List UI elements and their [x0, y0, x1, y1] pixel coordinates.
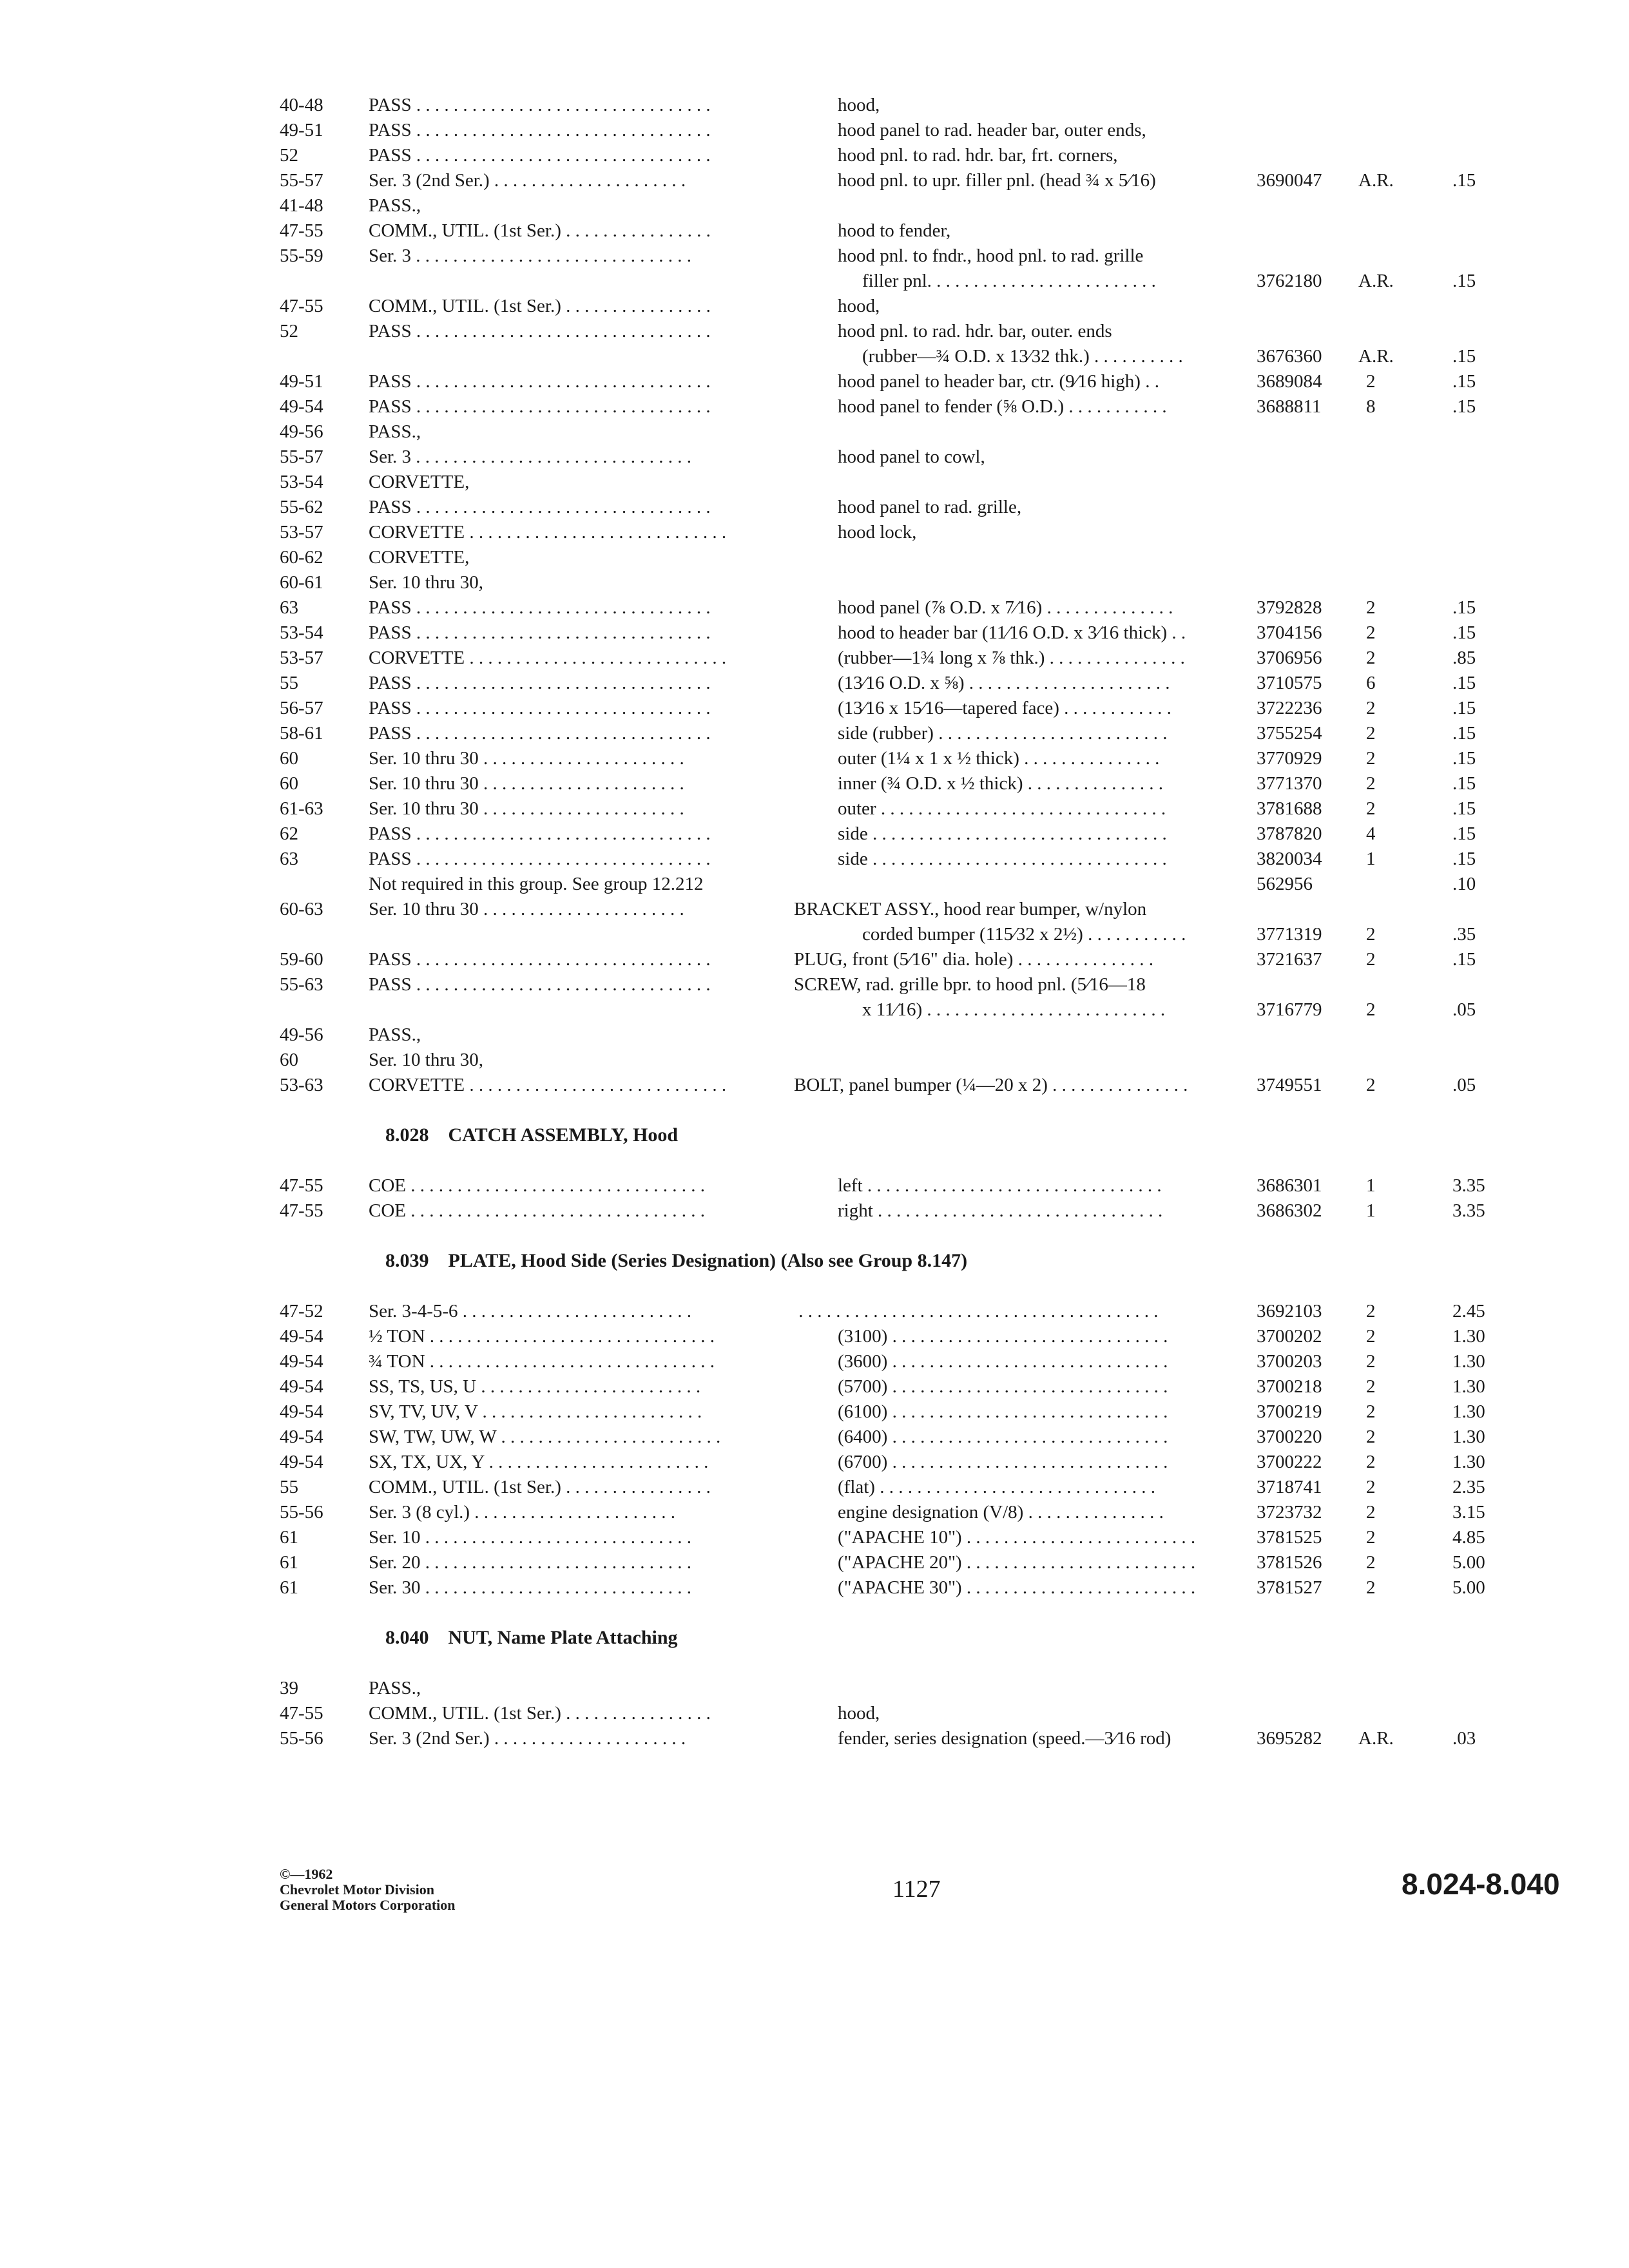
row-description: side . . . . . . . . . . . . . . . . . . . . . . . . . . . . . . . . [838, 823, 1167, 844]
row-years: 55-57 [280, 170, 323, 191]
row-description: hood to fender, [838, 220, 951, 241]
row-application: CORVETTE . . . . . . . . . . . . . . . . . . . . . . . . . . . . [369, 522, 727, 543]
row-quantity: 2 [1366, 798, 1376, 819]
row-quantity: A.R. [1358, 346, 1394, 367]
row-quantity: 2 [1366, 698, 1376, 718]
row-price: .85 [1452, 648, 1476, 668]
row-description: side (rubber) . . . . . . . . . . . . . . . . . . . . . . . . . [838, 723, 1168, 744]
row-description: x 11⁄16) . . . . . . . . . . . . . . . . . . . . . . . . . . [862, 999, 1166, 1020]
row-years: 55 [280, 1477, 298, 1497]
row-price: 1.30 [1452, 1376, 1485, 1397]
section-number: 8.039 [385, 1250, 429, 1271]
section-title: CATCH ASSEMBLY, Hood [448, 1124, 679, 1146]
row-years: 59-60 [280, 949, 323, 970]
row-application: PASS . . . . . . . . . . . . . . . . . . . . . . . . . . . . . . . . [369, 597, 711, 618]
row-years: 49-54 [280, 1427, 323, 1447]
row-quantity: 2 [1366, 1527, 1376, 1548]
row-price: 3.35 [1452, 1200, 1485, 1221]
row-application: PASS . . . . . . . . . . . . . . . . . . . . . . . . . . . . . . . . [369, 371, 711, 392]
row-part-number: 3676360 [1257, 346, 1322, 367]
row-quantity: 2 [1366, 597, 1376, 618]
row-years: 63 [280, 849, 298, 869]
row-price: 1.30 [1452, 1326, 1485, 1347]
row-quantity: 1 [1366, 1200, 1376, 1221]
row-quantity: 2 [1366, 371, 1376, 392]
row-price: .15 [1452, 346, 1476, 367]
row-application: Ser. 10 thru 30, [369, 1050, 484, 1070]
row-description: outer (1¼ x 1 x ½ thick) . . . . . . . . . . . . . . . [838, 748, 1160, 769]
row-application: PASS . . . . . . . . . . . . . . . . . . . . . . . . . . . . . . . . [369, 497, 711, 517]
row-part-number: 3695282 [1257, 1728, 1322, 1749]
row-years: 61-63 [280, 798, 323, 819]
section-heading [385, 1123, 678, 1148]
row-application: ½ TON . . . . . . . . . . . . . . . . . . . . . . . . . . . . . . . [369, 1326, 715, 1347]
row-quantity: A.R. [1358, 271, 1394, 291]
row-price: .15 [1452, 798, 1476, 819]
row-application: ¾ TON . . . . . . . . . . . . . . . . . . . . . . . . . . . . . . . [369, 1351, 715, 1372]
row-quantity: 2 [1366, 1577, 1376, 1598]
row-part-number: 3700203 [1257, 1351, 1322, 1372]
row-description: hood, [838, 95, 880, 115]
row-years: 49-56 [280, 1024, 323, 1045]
row-application: PASS . . . . . . . . . . . . . . . . . . . . . . . . . . . . . . . . [369, 723, 711, 744]
row-part-number: 3700222 [1257, 1452, 1322, 1472]
row-application: Ser. 3 (8 cyl.) . . . . . . . . . . . . . . . . . . . . . . [369, 1502, 676, 1523]
row-application: PASS . . . . . . . . . . . . . . . . . . . . . . . . . . . . . . . . [369, 120, 711, 140]
row-price: .10 [1452, 874, 1476, 894]
row-application: Ser. 3-4-5-6 . . . . . . . . . . . . . . . . . . . . . . . . . [369, 1301, 692, 1321]
row-part-number: 3820034 [1257, 849, 1322, 869]
row-part-number: 3781527 [1257, 1577, 1322, 1598]
row-application: COMM., UTIL. (1st Ser.) . . . . . . . . . . . . . . . . [369, 1477, 711, 1497]
row-price: 3.35 [1452, 1175, 1485, 1196]
publisher-division: Chevrolet Motor Division [280, 1881, 434, 1898]
row-years: 53-54 [280, 472, 323, 492]
row-quantity: 2 [1366, 1452, 1376, 1472]
row-years: 49-54 [280, 1452, 323, 1472]
row-part-number: 3700220 [1257, 1427, 1322, 1447]
section-title: NUT, Name Plate Attaching [448, 1627, 678, 1648]
row-quantity: 2 [1366, 622, 1376, 643]
row-quantity: 2 [1366, 999, 1376, 1020]
row-quantity: 2 [1366, 723, 1376, 744]
row-description: (13⁄16 x 15⁄16—tapered face) . . . . . . . . . . . . [838, 698, 1171, 718]
row-years: 55-56 [280, 1502, 323, 1523]
row-part-number: 3771370 [1257, 773, 1322, 794]
row-price: .15 [1452, 723, 1476, 744]
row-application: PASS . . . . . . . . . . . . . . . . . . . . . . . . . . . . . . . . [369, 974, 711, 995]
row-description: SCREW, rad. grille bpr. to hood pnl. (5⁄16—18 [794, 974, 1146, 995]
row-description: outer . . . . . . . . . . . . . . . . . . . . . . . . . . . . . . . [838, 798, 1166, 819]
row-quantity: A.R. [1358, 1728, 1394, 1749]
row-years: 53-57 [280, 648, 323, 668]
row-application: CORVETTE, [369, 547, 470, 568]
row-application: COMM., UTIL. (1st Ser.) . . . . . . . . . . . . . . . . [369, 296, 711, 316]
publisher-corporation: General Motors Corporation [280, 1897, 456, 1913]
row-quantity: 2 [1366, 1351, 1376, 1372]
row-application: PASS . . . . . . . . . . . . . . . . . . . . . . . . . . . . . . . . [369, 823, 711, 844]
row-price: .15 [1452, 748, 1476, 769]
row-description: hood, [838, 1703, 880, 1724]
row-application: PASS., [369, 195, 421, 216]
row-part-number: 3688811 [1257, 396, 1322, 417]
row-application: PASS . . . . . . . . . . . . . . . . . . . . . . . . . . . . . . . . [369, 698, 711, 718]
row-years: 49-54 [280, 396, 323, 417]
section-heading [385, 1249, 967, 1273]
row-price: .15 [1452, 396, 1476, 417]
row-part-number: 3781526 [1257, 1552, 1322, 1573]
row-description: hood pnl. to rad. hdr. bar, frt. corners, [838, 145, 1118, 166]
row-years: 49-54 [280, 1401, 323, 1422]
row-price: .05 [1452, 1075, 1476, 1095]
row-application: Ser. 3 (2nd Ser.) . . . . . . . . . . . . . . . . . . . . . [369, 170, 686, 191]
row-years: 61 [280, 1527, 298, 1548]
row-application: PASS . . . . . . . . . . . . . . . . . . . . . . . . . . . . . . . . [369, 673, 711, 693]
row-description: hood panel to rad. grille, [838, 497, 1022, 517]
row-years: 53-63 [280, 1075, 323, 1095]
row-quantity: 4 [1366, 823, 1376, 844]
row-quantity: 2 [1366, 1427, 1376, 1447]
row-years: 55-59 [280, 245, 323, 266]
row-years: 62 [280, 823, 298, 844]
row-price: 5.00 [1452, 1552, 1485, 1573]
row-years: 58-61 [280, 723, 323, 744]
row-application: Ser. 10 thru 30 . . . . . . . . . . . . . . . . . . . . . . [369, 899, 684, 919]
row-part-number: 3718741 [1257, 1477, 1322, 1497]
row-description: hood pnl. to fndr., hood pnl. to rad. grille [838, 245, 1144, 266]
row-years: 49-54 [280, 1326, 323, 1347]
row-part-number: 3723732 [1257, 1502, 1322, 1523]
row-years: 61 [280, 1577, 298, 1598]
row-years: 55 [280, 673, 298, 693]
row-quantity: 2 [1366, 1301, 1376, 1321]
row-years: 52 [280, 145, 298, 166]
row-application: Ser. 10 thru 30 . . . . . . . . . . . . . . . . . . . . . . [369, 748, 684, 769]
row-price: 1.30 [1452, 1401, 1485, 1422]
row-quantity: 2 [1366, 1502, 1376, 1523]
row-quantity: 1 [1366, 849, 1376, 869]
row-description: hood panel to header bar, ctr. (9⁄16 high) . . [838, 371, 1159, 392]
row-years: 55-62 [280, 497, 323, 517]
row-price: 5.00 [1452, 1577, 1485, 1598]
section-heading [385, 1626, 678, 1650]
row-description: fender, series designation (speed.—3⁄16 rod) [838, 1728, 1171, 1749]
row-quantity: 2 [1366, 1376, 1376, 1397]
row-years: 55-57 [280, 447, 323, 467]
row-part-number: 3781525 [1257, 1527, 1322, 1548]
row-application: Ser. 10 . . . . . . . . . . . . . . . . . . . . . . . . . . . . . [369, 1527, 692, 1548]
row-years: 49-54 [280, 1376, 323, 1397]
row-description: hood panel to fender (⅝ O.D.) . . . . . . . . . . . [838, 396, 1167, 417]
row-description: (6100) . . . . . . . . . . . . . . . . . . . . . . . . . . . . . . [838, 1401, 1168, 1422]
row-description: (rubber—1¾ long x ⅞ thk.) . . . . . . . . . . . . . . . [838, 648, 1185, 668]
row-years: 47-55 [280, 220, 323, 241]
row-description: BRACKET ASSY., hood rear bumper, w/nylon [794, 899, 1147, 919]
row-price: .15 [1452, 371, 1476, 392]
row-part-number: 3722236 [1257, 698, 1322, 718]
row-application: SV, TV, UV, V . . . . . . . . . . . . . . . . . . . . . . . . [369, 1401, 702, 1422]
page-number: 1127 [892, 1876, 941, 1903]
row-years: 60 [280, 1050, 298, 1070]
row-part-number: 3755254 [1257, 723, 1322, 744]
row-part-number: 3721637 [1257, 949, 1322, 970]
row-price: 2.35 [1452, 1477, 1485, 1497]
row-price: .15 [1452, 271, 1476, 291]
row-years: 60 [280, 748, 298, 769]
row-part-number: 3700218 [1257, 1376, 1322, 1397]
row-years: 60-63 [280, 899, 323, 919]
row-description: inner (¾ O.D. x ½ thick) . . . . . . . . . . . . . . . [838, 773, 1164, 794]
row-application: SW, TW, UW, W . . . . . . . . . . . . . . . . . . . . . . . . [369, 1427, 721, 1447]
row-description: hood pnl. to rad. hdr. bar, outer. ends [838, 321, 1112, 341]
row-part-number: 3704156 [1257, 622, 1322, 643]
row-years: 49-56 [280, 421, 323, 442]
row-quantity: 2 [1366, 924, 1376, 945]
row-quantity: 2 [1366, 748, 1376, 769]
group-range: 8.024-8.040 [1402, 1867, 1560, 1901]
row-part-number: 3690047 [1257, 170, 1322, 191]
row-quantity: 2 [1366, 1552, 1376, 1573]
row-application: CORVETTE . . . . . . . . . . . . . . . . . . . . . . . . . . . . [369, 1075, 727, 1095]
row-description: corded bumper (115⁄32 x 2½) . . . . . . . . . . . [862, 924, 1186, 945]
row-application: CORVETTE, [369, 472, 470, 492]
row-description: PLUG, front (5⁄16" dia. hole) . . . . . . . . . . . . . . . [794, 949, 1153, 970]
row-application: PASS . . . . . . . . . . . . . . . . . . . . . . . . . . . . . . . . [369, 145, 711, 166]
row-years: 56-57 [280, 698, 323, 718]
row-description: hood panel to cowl, [838, 447, 985, 467]
row-quantity: 2 [1366, 773, 1376, 794]
row-description: hood panel (⅞ O.D. x 7⁄16) . . . . . . . . . . . . . . [838, 597, 1173, 618]
row-description: left . . . . . . . . . . . . . . . . . . . . . . . . . . . . . . . . [838, 1175, 1162, 1196]
row-part-number: 3692103 [1257, 1301, 1322, 1321]
row-years: 41-48 [280, 195, 323, 216]
row-price: .05 [1452, 999, 1476, 1020]
section-number: 8.028 [385, 1124, 429, 1146]
row-application: COE . . . . . . . . . . . . . . . . . . . . . . . . . . . . . . . . [369, 1175, 705, 1196]
row-application: PASS . . . . . . . . . . . . . . . . . . . . . . . . . . . . . . . . [369, 622, 711, 643]
row-description: right . . . . . . . . . . . . . . . . . . . . . . . . . . . . . . . [838, 1200, 1163, 1221]
row-price: .15 [1452, 949, 1476, 970]
row-description: BOLT, panel bumper (¼—20 x 2) . . . . . . . . . . . . . . . [794, 1075, 1188, 1095]
row-price: 2.45 [1452, 1301, 1485, 1321]
row-part-number: 3787820 [1257, 823, 1322, 844]
section-number: 8.040 [385, 1627, 429, 1648]
row-part-number: 3792828 [1257, 597, 1322, 618]
row-years: 47-55 [280, 1703, 323, 1724]
row-price: .15 [1452, 597, 1476, 618]
row-application: PASS . . . . . . . . . . . . . . . . . . . . . . . . . . . . . . . . [369, 949, 711, 970]
row-description: ("APACHE 20") . . . . . . . . . . . . . . . . . . . . . . . . . [838, 1552, 1196, 1573]
row-description: side . . . . . . . . . . . . . . . . . . . . . . . . . . . . . . . . [838, 849, 1167, 869]
row-part-number: 3710575 [1257, 673, 1322, 693]
row-quantity: 1 [1366, 1175, 1376, 1196]
row-application: PASS., [369, 1024, 421, 1045]
row-application: COE . . . . . . . . . . . . . . . . . . . . . . . . . . . . . . . . [369, 1200, 705, 1221]
row-application: SX, TX, UX, Y . . . . . . . . . . . . . . . . . . . . . . . . [369, 1452, 709, 1472]
row-application: Ser. 3 . . . . . . . . . . . . . . . . . . . . . . . . . . . . . . [369, 245, 692, 266]
row-application: PASS . . . . . . . . . . . . . . . . . . . . . . . . . . . . . . . . [369, 321, 711, 341]
row-description: ("APACHE 10") . . . . . . . . . . . . . . . . . . . . . . . . . [838, 1527, 1196, 1548]
row-part-number: 3762180 [1257, 271, 1322, 291]
row-application: PASS., [369, 1678, 421, 1698]
row-years: 49-54 [280, 1351, 323, 1372]
row-application: CORVETTE . . . . . . . . . . . . . . . . . . . . . . . . . . . . [369, 648, 727, 668]
row-description: hood, [838, 296, 880, 316]
row-quantity: 2 [1366, 1401, 1376, 1422]
row-part-number: 3700219 [1257, 1401, 1322, 1422]
row-description: (flat) . . . . . . . . . . . . . . . . . . . . . . . . . . . . . . [838, 1477, 1155, 1497]
row-years: 53-57 [280, 522, 323, 543]
row-years: 47-55 [280, 296, 323, 316]
row-price: 1.30 [1452, 1427, 1485, 1447]
row-price: .35 [1452, 924, 1476, 945]
row-years: 47-52 [280, 1301, 323, 1321]
row-price: 1.30 [1452, 1351, 1485, 1372]
row-description: engine designation (V/8) . . . . . . . . . . . . . . . [838, 1502, 1164, 1523]
row-years: 49-51 [280, 371, 323, 392]
row-description: (6400) . . . . . . . . . . . . . . . . . . . . . . . . . . . . . . [838, 1427, 1168, 1447]
row-years: 61 [280, 1552, 298, 1573]
row-years: 40-48 [280, 95, 323, 115]
row-application: PASS . . . . . . . . . . . . . . . . . . . . . . . . . . . . . . . . [369, 396, 711, 417]
row-description: hood panel to rad. header bar, outer ends, [838, 120, 1146, 140]
row-part-number: 3771319 [1257, 924, 1322, 945]
row-part-number: 3686302 [1257, 1200, 1322, 1221]
row-price: .15 [1452, 622, 1476, 643]
row-application: Ser. 3 (2nd Ser.) . . . . . . . . . . . . . . . . . . . . . [369, 1728, 686, 1749]
row-description: (6700) . . . . . . . . . . . . . . . . . . . . . . . . . . . . . . [838, 1452, 1168, 1472]
row-description: (5700) . . . . . . . . . . . . . . . . . . . . . . . . . . . . . . [838, 1376, 1168, 1397]
row-price: .15 [1452, 170, 1476, 191]
row-quantity: A.R. [1358, 170, 1394, 191]
row-application: PASS . . . . . . . . . . . . . . . . . . . . . . . . . . . . . . . . [369, 849, 711, 869]
row-part-number: 562956 [1257, 874, 1313, 894]
row-part-number: 3689084 [1257, 371, 1322, 392]
row-years: 47-55 [280, 1175, 323, 1196]
row-quantity: 2 [1366, 1326, 1376, 1347]
row-years: 55-63 [280, 974, 323, 995]
section-title: PLATE, Hood Side (Series Designation) (Also see Group 8.147) [448, 1250, 968, 1271]
row-description: (3600) . . . . . . . . . . . . . . . . . . . . . . . . . . . . . . [838, 1351, 1168, 1372]
row-years: 53-54 [280, 622, 323, 643]
row-quantity: 2 [1366, 1477, 1376, 1497]
row-price: 4.85 [1452, 1527, 1485, 1548]
row-years: 63 [280, 597, 298, 618]
row-years: 47-55 [280, 1200, 323, 1221]
row-application: Ser. 20 . . . . . . . . . . . . . . . . . . . . . . . . . . . . . [369, 1552, 692, 1573]
row-application: SS, TS, US, U . . . . . . . . . . . . . . . . . . . . . . . . [369, 1376, 701, 1397]
row-part-number: 3686301 [1257, 1175, 1322, 1196]
row-quantity: 8 [1366, 396, 1376, 417]
row-price: 1.30 [1452, 1452, 1485, 1472]
row-application: Ser. 10 thru 30, [369, 572, 484, 593]
row-application: PASS . . . . . . . . . . . . . . . . . . . . . . . . . . . . . . . . [369, 95, 711, 115]
row-description: ("APACHE 30") . . . . . . . . . . . . . . . . . . . . . . . . . [838, 1577, 1196, 1598]
row-quantity: 6 [1366, 673, 1376, 693]
row-price: .03 [1452, 1728, 1476, 1749]
row-years: 55-56 [280, 1728, 323, 1749]
row-description: (13⁄16 O.D. x ⅝) . . . . . . . . . . . . . . . . . . . . . . [838, 673, 1170, 693]
row-application: Ser. 10 thru 30 . . . . . . . . . . . . . . . . . . . . . . [369, 798, 684, 819]
row-price: .15 [1452, 849, 1476, 869]
row-years: 39 [280, 1678, 298, 1698]
row-description: hood lock, [838, 522, 917, 543]
row-application: PASS., [369, 421, 421, 442]
row-application: COMM., UTIL. (1st Ser.) . . . . . . . . . . . . . . . . [369, 1703, 711, 1724]
row-part-number: 3716779 [1257, 999, 1322, 1020]
row-quantity: 2 [1366, 648, 1376, 668]
row-price: .15 [1452, 698, 1476, 718]
row-part-number: 3770929 [1257, 748, 1322, 769]
row-application: Ser. 30 . . . . . . . . . . . . . . . . . . . . . . . . . . . . . [369, 1577, 692, 1598]
row-application: Not required in this group. See group 12.212 [369, 874, 704, 894]
row-price: 3.15 [1452, 1502, 1485, 1523]
row-part-number: 3706956 [1257, 648, 1322, 668]
row-price: .15 [1452, 823, 1476, 844]
row-description: (rubber—¾ O.D. x 13⁄32 thk.) . . . . . . . . . . [862, 346, 1183, 367]
row-application: COMM., UTIL. (1st Ser.) . . . . . . . . . . . . . . . . [369, 220, 711, 241]
row-price: .15 [1452, 773, 1476, 794]
row-years: 52 [280, 321, 298, 341]
row-years: 60-62 [280, 547, 323, 568]
row-application: Ser. 10 thru 30 . . . . . . . . . . . . . . . . . . . . . . [369, 773, 684, 794]
row-part-number: 3700202 [1257, 1326, 1322, 1347]
row-description: hood pnl. to upr. filler pnl. (head ¾ x 5⁄16) [838, 170, 1156, 191]
row-quantity: 2 [1366, 949, 1376, 970]
row-part-number: 3749551 [1257, 1075, 1322, 1095]
row-description: . . . . . . . . . . . . . . . . . . . . . . . . . . . . . . . . . . . . . . . [794, 1301, 1159, 1321]
row-quantity: 2 [1366, 1075, 1376, 1095]
row-years: 60-61 [280, 572, 323, 593]
row-part-number: 3781688 [1257, 798, 1322, 819]
row-description: hood to header bar (11⁄16 O.D. x 3⁄16 thick) . . [838, 622, 1186, 643]
row-application: Ser. 3 . . . . . . . . . . . . . . . . . . . . . . . . . . . . . . [369, 447, 692, 467]
row-years: 60 [280, 773, 298, 794]
row-price: .15 [1452, 673, 1476, 693]
copyright: ©—1962 [280, 1866, 333, 1882]
row-description: (3100) . . . . . . . . . . . . . . . . . . . . . . . . . . . . . . [838, 1326, 1168, 1347]
row-years: 49-51 [280, 120, 323, 140]
row-description: filler pnl. . . . . . . . . . . . . . . . . . . . . . . . . [862, 271, 1156, 291]
